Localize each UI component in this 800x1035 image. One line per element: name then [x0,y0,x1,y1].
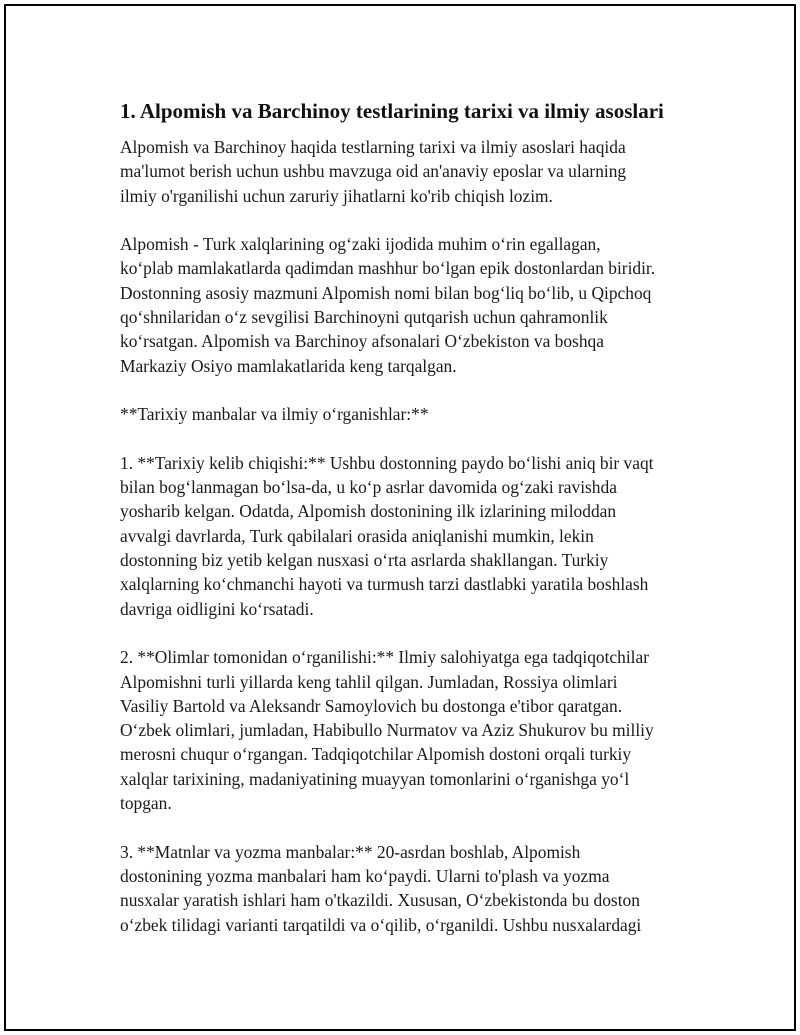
list-item-scholarly-study [120,645,710,815]
text-line: O‘zbek olimlari, jumladan, Habibullo Nurmatov va Aziz Shukurov bu milliy [120,720,654,741]
text-line: dostonining yozma manbalari ham ko‘paydi. Ularni to'plash va yozma [120,865,610,886]
text-line: Dostonning asosiy mazmuni Alpomish nomi bilan bog‘liq bo‘lib, u Qipchoq [120,282,652,303]
text-line: 3. **Matnlar va yozma manbalar:** 20-asrdan boshlab, Alpomish [120,841,581,862]
text-line: nusxalar yaratish ishlari ham o'tkazildi. Xususan, O‘zbekistonda bu doston [120,890,640,911]
text-line: Alpomishni turli yillarda keng tahlil qilgan. Jumladan, Rossiya olimlari [120,671,618,692]
text-line: 2. **Olimlar tomonidan o‘rganilishi:** Ilmiy salohiyatga ega tadqiqotchilar [120,647,650,668]
list-item-historical-origin [120,451,710,621]
text-line: yosharib kelgan. Odatda, Alpomish dostonining ilk izlarining miloddan [120,501,617,522]
page-frame [4,4,796,1031]
text-line: ilmiy o'rganilishi uchun zaruriy jihatlarni ko'rib chiqish lozim. [120,185,553,206]
section-heading: 1. Alpomish va Barchinoy testlarining tarixi va ilmiy asoslari [120,99,664,123]
text-line: Alpomish - Turk xalqlarining og‘zaki ijodida muhim o‘rin egallagan, [120,234,601,255]
document-body [120,97,710,961]
text-line: ma'lumot berish uchun ushbu mavzuga oid an'anaviy eposlar va ularning [120,161,627,182]
intro-paragraph [120,135,710,208]
text-line: xalqlarning ko‘chmanchi hayoti va turmush tarzi dastlabki yaratila boshlash [120,574,649,595]
text-line: dostonning biz yetib kelgan nusxasi o‘rta asrlarda shakllangan. Turkiy [120,550,609,571]
text-line: ko‘plab mamlakatlarda qadimdan mashhur bo‘lgan epik dostonlardan biridir. [120,258,656,279]
alpomish-description-paragraph [120,232,710,378]
text-line: Vasiliy Bartold va Aleksandr Samoylovich bu dostonga e'tibor qaratgan. [120,695,623,716]
text-line: ko‘rsatgan. Alpomish va Barchinoy afsonalari O‘zbekiston va boshqa [120,331,604,352]
text-line: **Tarixiy manbalar va ilmiy o‘rganishlar:** [120,404,429,425]
text-line: merosni chuqur o‘rgangan. Tadqiqotchilar Alpomish dostoni orqali turkiy [120,744,632,765]
text-line: bilan bog‘lanmagan bo‘lsa-da, u ko‘p asrlar davomida og‘zaki ravishda [120,477,617,498]
subsection-title [120,402,710,426]
text-line: Markaziy Osiyo mamlakatlarida keng tarqalgan. [120,355,457,376]
text-line: o‘zbek tilidagi varianti tarqatildi va o‘qilib, o‘rganildi. Ushbu nusxalardagi [120,914,642,935]
text-line: qo‘shnilaridan o‘z sevgilisi Barchinoyni qutqarish uchun qahramonlik [120,307,608,328]
text-line: 1. **Tarixiy kelib chiqishi:** Ushbu dostonning paydo bo‘lishi aniq bir vaqt [120,452,654,473]
text-line: davriga oidligini ko‘rsatadi. [120,598,314,619]
text-line: topgan. [120,793,172,814]
list-item-written-sources [120,840,710,937]
text-line: xalqlar tarixining, madaniyatining muayyan tomonlarini o‘rganishga yo‘l [120,768,630,789]
text-line: avvalgi davrlarda, Turk qabilalari orasida aniqlanishi mumkin, lekin [120,525,594,546]
text-line: Alpomish va Barchinoy haqida testlarning tarixi va ilmiy asoslari haqida [120,137,626,157]
